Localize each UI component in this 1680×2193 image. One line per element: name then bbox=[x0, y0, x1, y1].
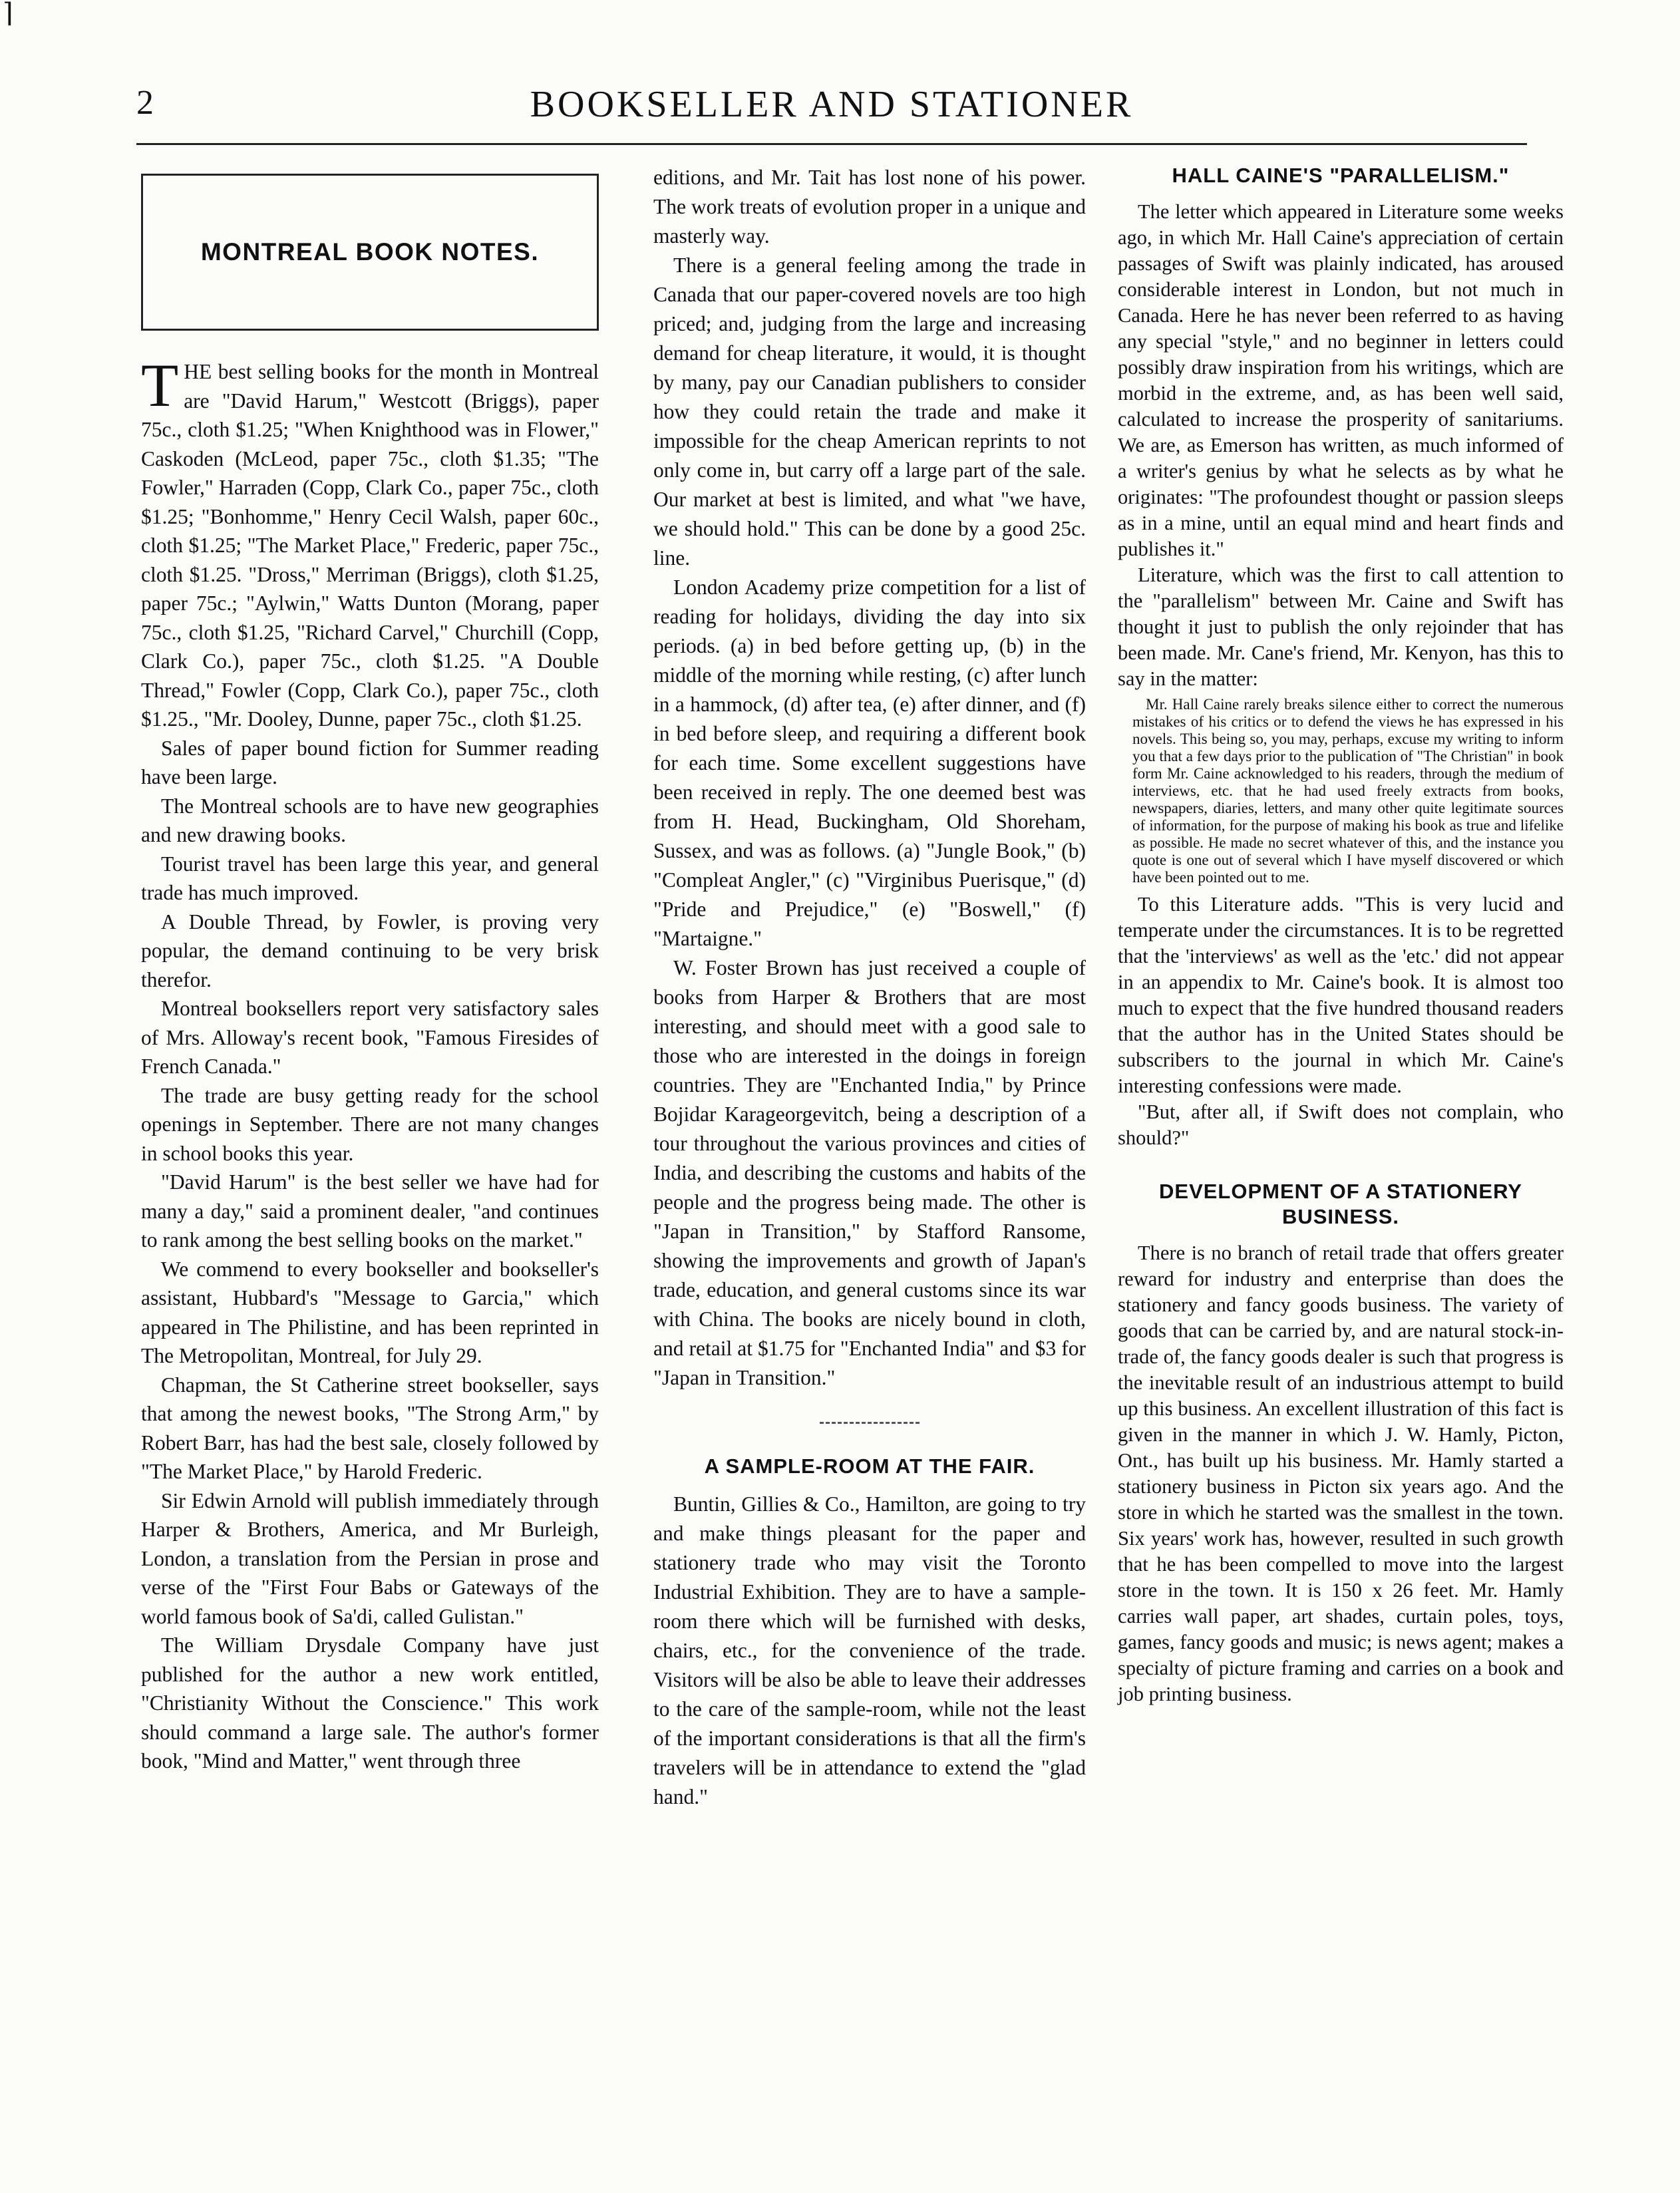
article-paragraph: Chapman, the St Catherine street bookseller, says that among the newest books, "The Strong Arm," by Robert Barr, has had the best sale, closely followed by "The Market Place," by Harold Frederic. bbox=[141, 1373, 599, 1483]
article-paragraph: The letter which appeared in Literature some weeks ago, in which Mr. Hall Caine's appreciation of certain passages of Swift was plainly indicated, has aroused considerable interest in London, but not much in Canada. Here he has never been referred to as having any special "style," and no beginner in letters could possibly draw inspiration from his writings, which are morbid in the extreme, and, as has been well said, calculated to increase the prosperity of sanitariums. We are, as Emerson has written, as much informed of a writer's genius by what he selects as by what he originates: "The profoundest thought or passion sleeps as in a mine, until an equal mind and heart finds and publishes it." bbox=[1118, 200, 1564, 560]
article-paragraph: The Montreal schools are to have new geographies and new drawing books. bbox=[141, 794, 599, 846]
article-paragraph: To this Literature adds. "This is very lucid and temperate under the circumstances. It is to be regretted that the 'interviews' as well as the 'etc.' did not appear in an appendix to Mr. Caine's book. It is almost too much to expect that the five hundred thousand readers that the author has in the United States should be subscribers to the journal in which Mr. Caine's interesting confessions were made. bbox=[1118, 893, 1564, 1097]
journal-title: BOOKSELLER AND STATIONER bbox=[530, 84, 1134, 125]
article-paragraph: W. Foster Brown has just received a couple of books from Harper & Brothers that are most interesting, and should meet with a good sale to those who are interested in the doings in foreign countries. They are "Enchanted India," by Prince Bojidar Karageorgevitch, being a description of a tour throughout the various provinces and cities of India, and describing the customs and habits of the people and the progress being made. The other is "Japan in Transition," by Stafford Ransome, showing the improvements and growth of Japan's trade, education, and general customs since its war with China. The books are nicely bound in cloth, and retail at $1.75 for "Enchanted India" and $3 for "Japan in Transition." bbox=[653, 956, 1086, 1389]
article-paragraph: "David Harum" is the best seller we have had for many a day," said a prominent dealer, "and continues to rank among the best selling books on the market." bbox=[141, 1170, 599, 1252]
article-paragraph: A Double Thread, by Fowler, is proving very popular, the demand continuing to be very brisk therefor. bbox=[141, 910, 599, 991]
article-paragraph: London Academy prize competition for a list of reading for holidays, dividing the day into six periods. (a) in bed before getting up, (b) in the middle of the morning while resting, (c) after lunch in a hammock, (d) after tea, (e) after dinner, and (f) in bed before sleep, and requiring a different book for each time. Some excellent suggestions have been received in reply. The one deemed best was from H. Head, Buckingham, Old Shoreham, Sussex, and was as follows. (a) "Jungle Book," (b) "Compleat Angler," (c) "Virginibus Puerisque," (d) "Pride and Prejudice," (e) "Boswell," (f) "Martaigne." bbox=[653, 576, 1086, 950]
section-separator bbox=[653, 1415, 1086, 1427]
drop-cap: T bbox=[141, 351, 179, 419]
column-middle bbox=[653, 163, 1086, 1812]
article-paragraph: Sir Edwin Arnold will publish immediately through Harper & Brothers, America, and Mr Burleigh, London, a translation from the Persian in prose and verse of the "First Four Babs or Gateways of the world famous book of Sa'di, called Gulistan." bbox=[141, 1488, 599, 1628]
article-paragraph: Tourist travel has been large this year, and general trade has much improved. bbox=[141, 852, 599, 904]
article-paragraph: editions, and Mr. Tait has lost none of his power. The work treats of evolution proper in a unique and masterly way. bbox=[653, 166, 1086, 248]
column-right bbox=[1118, 163, 1564, 1707]
paragraph-text: HE best selling books for the month in Montreal are "David Harum," Westcott (Briggs), paper 75c., cloth $1.25; "When Knighthood was in Flower," Caskoden (McLeod, paper 75c., cloth $1.35; "The Fowler," Harraden (Copp, Clark Co., paper 75c., cloth $1.25; "Bonhomme," Henry Cecil Walsh, paper 60c., cloth $1.25; "The Market Place," Frederic, paper 75c., cloth $1.25. "Dross," Merriman (Briggs), cloth $1.25, paper 75c.; "Aylwin," Watts Dunton (Morang, paper 75c., cloth $1.25, "Richard Carvel," Churchill (Copp, Clark Co.), paper 75c., cloth $1.25. "A Double Thread," Fowler (Copp, Clark Co.), paper 75c., cloth $1.25., "Mr. Dooley, Dunne, paper 75c., cloth $1.25. bbox=[141, 360, 599, 731]
article-paragraph: "But, after all, if Swift does not complain, who should?" bbox=[1118, 1100, 1564, 1149]
article-paragraph: Buntin, Gillies & Co., Hamilton, are going to try and make things pleasant for the paper and stationery trade who may visit the Toronto Industrial Exhibition. They are to have a sample-room there which will be furnished with desks, chairs, etc., for the convenience of the trade. Visitors will be also be able to leave their addresses to the care of the sample-room, while not the least of the important considerations is that all the firm's travelers will be in attendance to extend the "glad hand." bbox=[653, 1492, 1086, 1808]
section-title-box bbox=[141, 174, 599, 331]
page-number: 2 bbox=[136, 84, 154, 122]
section-title-hall-caine: HALL CAINE'S "PARALLELISM." bbox=[1172, 164, 1510, 187]
article-paragraph: Sales of paper bound fiction for Summer reading have been large. bbox=[141, 736, 599, 788]
section-title-stationery: DEVELOPMENT OF A STATIONERY BUSINESS. bbox=[1159, 1180, 1522, 1228]
article-paragraph: The William Drysdale Company have just published for the author a new work entitled, "Christianity Without the Conscience." This work should command a large sale. The author's former book, "Mind and Matter," went through three bbox=[141, 1633, 599, 1772]
running-head bbox=[136, 83, 1527, 136]
article-paragraph bbox=[141, 351, 599, 734]
article-paragraph: There is no branch of retail trade that offers greater reward for industry and enterprise than does the stationery and fancy goods business. The variety of goods that can be carried by, and are natural stock-in-trade of, the fancy goods dealer is such that progress is the inevitable result of an industrious attempt to build up this business. An excellent illustration of this fact is given in the manner in which J. W. Hamly, Picton, Ont., has built up his business. Mr. Hamly started a stationery business in Picton six years ago. And the store in which he started was the smallest in the town. Six years' work has, however, resulted in such growth that he has been compelled to move into the largest store in the town. It is 150 x 26 feet. Mr. Hamly carries wall paper, art shades, curtain poles, toys, games, fancy goods and music; is news agent; makes a specialty of picture framing and carries on a book and job printing business. bbox=[1118, 1242, 1564, 1705]
block-quote bbox=[1132, 696, 1564, 886]
article-paragraph: Literature, which was the first to call attention to the "parallelism" between Mr. Caine and Swift has thought it just to publish the only rejoinder that has been made. Mr. Cane's friend, Mr. Kenyon, has this to say in the matter: bbox=[1118, 564, 1564, 690]
article-paragraph: There is a general feeling among the trade in Canada that our paper-covered novels are too high priced; and, judging from the large and increasing demand for cheap literature, it would, it is thought by many, pay our Canadian publishers to consider how they could retain the trade and make it impossible for the cheap American reprints to not only come in, but carry off a large part of the sale. Our market at best is limited, and what "we have, we should hold." This can be done by a good 25c. line. bbox=[653, 253, 1086, 570]
section-title-sample-room: A SAMPLE-ROOM AT THE FAIR. bbox=[704, 1454, 1035, 1478]
article-paragraph: We commend to every bookseller and bookseller's assistant, Hubbard's "Message to Garcia," which appeared in The Philistine, and has been reprinted in The Metropolitan, Montreal, for July 29. bbox=[141, 1257, 599, 1367]
header-rule bbox=[136, 143, 1527, 145]
article-paragraph: Montreal booksellers report very satisfactory sales of Mrs. Alloway's recent book, "Famous Firesides of French Canada." bbox=[141, 997, 599, 1078]
section-title-montreal: MONTREAL BOOK NOTES. bbox=[200, 238, 540, 265]
article-paragraph: The trade are busy getting ready for the school openings in September. There are not many changes in school books this year. bbox=[141, 1083, 599, 1165]
quote-text: Mr. Hall Caine rarely breaks silence either to correct the numerous mistakes of his critics or to defend the views he has expressed in his novels. This being so, you may, perhaps, excuse my writing to inform you that a few days prior to the publication of "The Christian" in book form Mr. Caine acknowledged to his readers, through the medium of interviews, etc. that he had used freely extracts from books, newspapers, diaries, letters, and many other quite legitimate sources of information, for the purpose of making his book as true and lifelike as possible. He made no secret whatever of this, and the instance you quote is one out of several which I have myself discovered or which have been pointed out to me. bbox=[1132, 696, 1564, 886]
corner-mark: ⌉ bbox=[3, 0, 13, 28]
column-left bbox=[141, 163, 599, 1776]
